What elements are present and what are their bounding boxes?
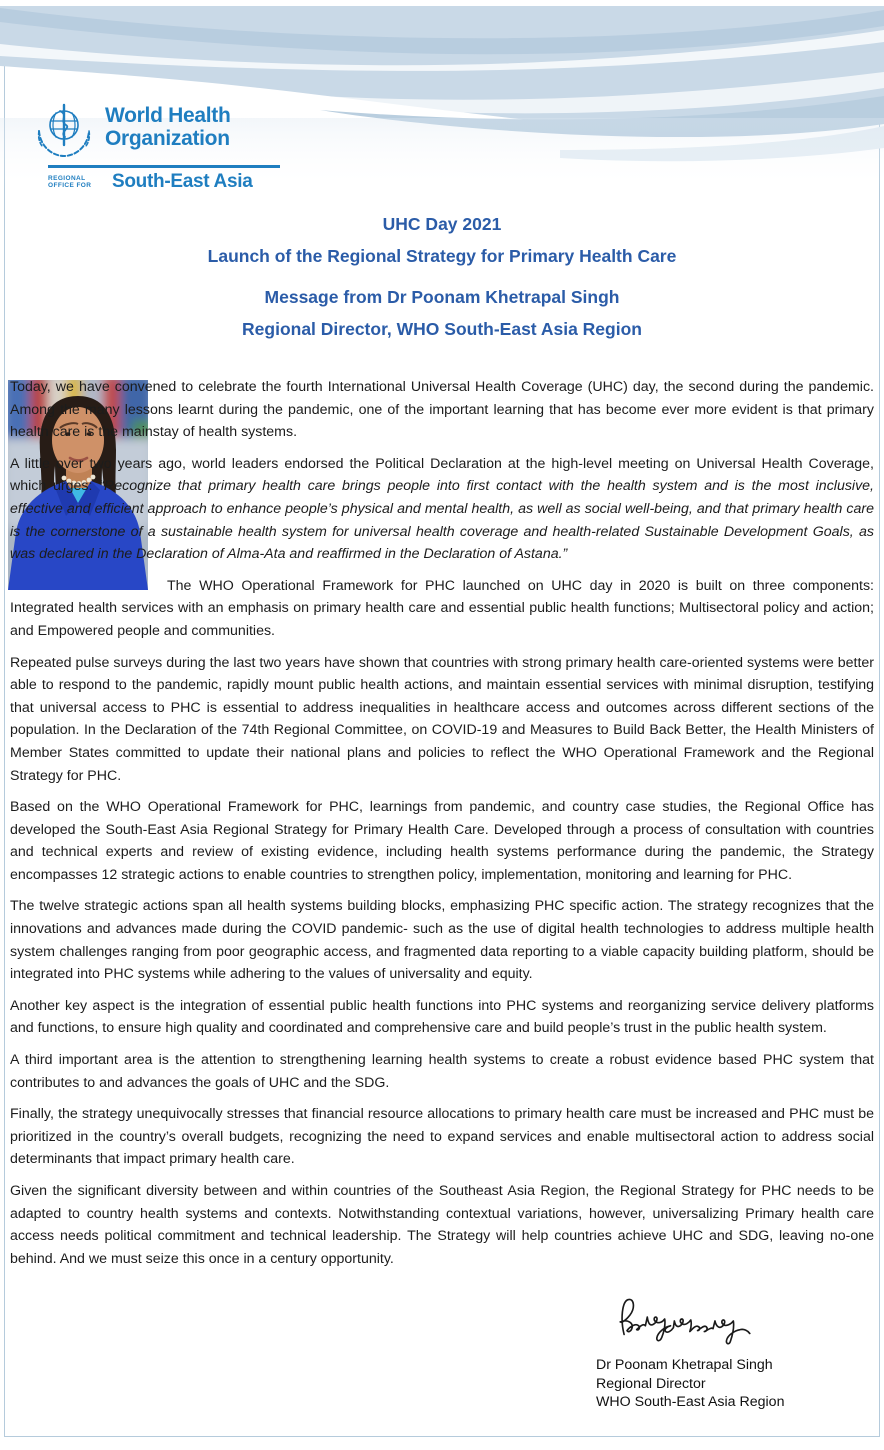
title-event: UHC Day 2021 [382,214,502,234]
body-paragraph-10: Given the significant diversity between and within countries of the Southeast Asia Region, the Regional Strategy for PHC needs to be adapted to country health systems and contexts. Notwithstanding contextual variations, however, universalizing Primary health care access needs political commitment and technical leadership. The Strategy will help countries achieve UHC and SDG, leaving no-one behind. And we must seize this once in a century opportunity. [10,1183,874,1267]
logo-office-prefix: REGIONAL OFFICE FOR [48,174,92,189]
paragraph-2-lead: A little over two years ago, world leaders endorsed the Political Declaration at the high-level meeting on Universal Health Coverage, which urges: [10,455,874,495]
title-subject: Launch of the Regional Strategy for Primary Health Care [207,246,677,266]
body-paragraph-7: Another key aspect is the integration of essential public health functions into PHC systems and reorganizing service delivery platforms and functions, to ensure high quality and coordinated and comprehensive care and build people’s trust in the public health system. [10,997,874,1037]
body-paragraph-1: Today, we have convened to celebrate the fourth International Universal Health Coverage (UHC) day, the second during the pandemic. Among the many lessons learnt during the pandemic, one of the important learning that has become ever more evident is that primary health care is the mainstay of health systems. [10,379,874,441]
body-paragraph-4: Repeated pulse surveys during the last two years have shown that countries with strong primary health care-oriented systems were better able to respond to the pandemic, rapidly mount public health actions, and maintain essential services with minimal disruption, testifying that universal access to PHC is essential to address inequalities in healthcare access and outcomes across different sections of the population. In the Declaration of the 74th Regional Committee, on COVID-19 and Measures to Build Back Better, the Health Ministers of Member States committed to update their national plans and policies to reflect the WHO Operational Framework and the Regional Strategy for PHC. [10,654,874,784]
message-title-block [0,208,884,345]
body-paragraph-8: A third important area is the attention to strengthening learning health systems to create a robust evidence based PHC system that contributes to and advances the goals of UHC and the SDG. [10,1052,874,1091]
title-author-role: Regional Director, WHO South-East Asia Region [242,319,642,339]
title-message-from: Message from Dr Poonam Khetrapal Singh [264,287,620,307]
who-searo-logo [32,98,282,193]
body-paragraph-9: Finally, the strategy unequivocally stresses that financial resource allocations to primary health care must be increased and PHC must be prioritized in the country’s overall budgets, recognizing the need to expand services and enable multisectoral action to address social determinants that impact primary health care. [10,1106,874,1168]
body-paragraph-2 [10,453,874,566]
signature-block [596,1290,846,1412]
body-paragraph-6: The twelve strategic actions span all health systems building blocks, emphasizing PHC specific action. The strategy recognizes that the innovations and advances made during the COVID pandemic- such as the use of digital health technologies to address multiple health system challenges ranging from poor geographic access, and fragmented data reporting to a viable capacity building platform, should be integrated into PHC systems while adhering to the values of universality and equity. [10,898,874,983]
signature-title: Regional Director [596,1375,706,1392]
signature-name: Dr Poonam Khetrapal Singh [596,1357,773,1374]
paragraph-2-declaration-quote: “Recognize that primary health care brings people into first contact with the health system and is the most inclusive, effective and efficient approach to enhance people’s physical and mental health, as well as social well-being, and that primary health care is the cornerstone of a sustainable health system for universal health coverage and health-related Sustainable Development Goals, as was declared in the Declaration of Alma-Ata and reaffirmed in the Declaration of Astana.” [10,478,875,563]
who-emblem-icon [32,98,96,162]
logo-org-line2: Organization [105,127,230,150]
body-paragraph-3: The WHO Operational Framework for PHC launched on UHC day in 2020 is built on three components: Integrated health services with an emphasis on primary health care and essential public health functions; Multisectoral policy and action; and Empowered people and communities. [10,577,874,639]
message-body [10,376,874,1412]
logo-org-line1: World Health [105,104,231,127]
signature-image [610,1290,760,1348]
body-paragraph-5: Based on the WHO Operational Framework for PHC, learnings from pandemic, and country case studies, the Regional Office has developed the South-East Asia Regional Strategy for Primary Health Care. Developed through a process of consultation with countries and technical experts and review of existing evidence, including health systems performance during the pandemic, the Strategy encompasses 12 strategic actions to enable countries to strengthen policy, implementation, monitoring and learning for PHC. [10,799,874,883]
logo-office-region: South-East Asia [112,170,253,192]
signature-org: WHO South-East Asia Region [596,1394,785,1411]
logo-divider [48,165,280,168]
